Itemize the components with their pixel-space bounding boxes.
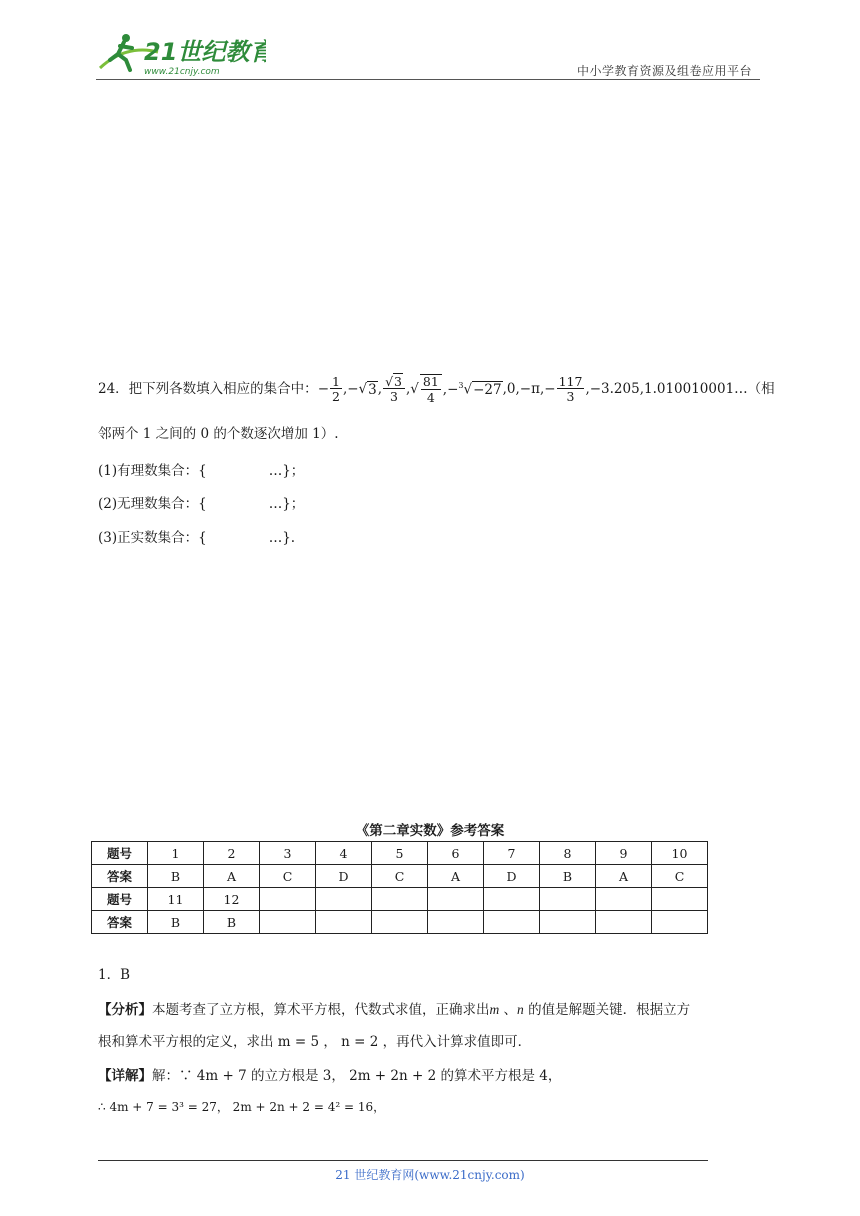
header-divider [96, 79, 760, 80]
table-cell: 1 [148, 842, 204, 865]
table-cell: B [148, 911, 204, 934]
detail-line2: ∴ 4m + 7 = 3³ = 27， 2m + 2n + 2 = 4² = 16， [98, 1100, 386, 1114]
table-cell: D [484, 865, 540, 888]
set-positive-real: (3)正实数集合：{ …}. [98, 530, 296, 546]
question-24-line2: 邻两个 1 之间的 0 的个数逐次增加 1）. [98, 426, 339, 442]
numbers-mid: ,0,−π,− [502, 381, 556, 398]
table-cell: 5 [372, 842, 428, 865]
svg-text:21世纪教育: 21世纪教育 [144, 38, 266, 66]
table-cell: A [204, 865, 260, 888]
table-cell [372, 888, 428, 911]
site-logo [96, 30, 266, 80]
table-cell [484, 911, 540, 934]
solution-item-1: 1．B [98, 967, 131, 983]
table-row [92, 911, 708, 934]
table-cell: 6 [428, 842, 484, 865]
table-cell [316, 911, 372, 934]
question-24-line1: 24．把下列各数填入相应的集合中： − $\frac{1}{2}$ ,−√ 3 , $\frac{√3}{3}$ ,√ $\frac{81}{4}$ ,−$^3$√ −27 ,0,−π,− $\frac{117}{3}$ ,−3.205,1.010010001…（相 [98, 373, 775, 405]
table-cell: 9 [596, 842, 652, 865]
table-row [92, 888, 708, 911]
row-label: 题号 [92, 888, 148, 911]
table-cell: 4 [316, 842, 372, 865]
numbers-tail: ,−3.205,1.010010001…（相 [585, 381, 775, 398]
set-rational: (1)有理数集合：{ …}； [98, 463, 305, 479]
detail-line1: 【详解】解：∵ 4m + 7 的立方根是 3， 2m + 2n + 2 的算术平方根是 4， [98, 1068, 562, 1084]
table-cell: 12 [204, 888, 260, 911]
table-cell [484, 888, 540, 911]
footer-link[interactable]: 21 世纪教育网(www.21cnjy.com) [335, 1168, 525, 1182]
table-cell: 11 [148, 888, 204, 911]
table-cell: 3 [260, 842, 316, 865]
table-cell [260, 911, 316, 934]
table-cell [260, 888, 316, 911]
runner-logo-icon [96, 30, 266, 80]
table-cell [652, 888, 708, 911]
table-cell: 10 [652, 842, 708, 865]
table-cell [540, 888, 596, 911]
table-cell: B [204, 911, 260, 934]
table-cell: C [652, 865, 708, 888]
table-row [92, 842, 708, 865]
fraction-1: $\frac{1}{2}$ [332, 373, 340, 405]
sqrt-3: 3 [368, 381, 377, 398]
cbrt-value: −27 [473, 381, 502, 398]
table-cell [428, 911, 484, 934]
table-cell [540, 911, 596, 934]
table-cell: A [428, 865, 484, 888]
table-cell: C [372, 865, 428, 888]
table-cell: D [316, 865, 372, 888]
table-cell: A [596, 865, 652, 888]
table-cell: C [260, 865, 316, 888]
fraction-2: $\frac{√3}{3}$ [383, 375, 405, 405]
question-24-intro: 24．把下列各数填入相应的集合中： [98, 381, 318, 398]
table-cell [596, 911, 652, 934]
set-irrational: (2)无理数集合：{ …}； [98, 496, 305, 512]
table-cell: 8 [540, 842, 596, 865]
table-cell: B [148, 865, 204, 888]
answer-key-title: 《第二章实数》参考答案 [355, 823, 505, 839]
footer-divider [98, 1160, 708, 1161]
row-label: 答案 [92, 911, 148, 934]
table-cell [428, 888, 484, 911]
table-cell: B [540, 865, 596, 888]
table-cell: 7 [484, 842, 540, 865]
analysis-line2: 根和算术平方根的定义，求出 m = 5 ， n = 2 ，再代入计算求值即可． [98, 1034, 532, 1050]
analysis-line1: 【分析】本题考查了立方根，算术平方根，代数式求值，正确求出m 、n 的值是解题关键．根据立方 [98, 1002, 691, 1018]
table-cell: 2 [204, 842, 260, 865]
row-label: 答案 [92, 865, 148, 888]
table-row [92, 865, 708, 888]
table-cell [652, 911, 708, 934]
row-label: 题号 [92, 842, 148, 865]
svg-text:www.21cnjy.com: www.21cnjy.com [144, 67, 220, 77]
table-cell [596, 888, 652, 911]
answer-table [91, 841, 708, 934]
table-cell [316, 888, 372, 911]
fraction-4: $\frac{117}{3}$ [558, 373, 583, 405]
fraction-3: $\frac{81}{4}$ [420, 374, 442, 405]
table-cell [372, 911, 428, 934]
platform-name: 中小学教育资源及组卷应用平台 [576, 64, 752, 78]
